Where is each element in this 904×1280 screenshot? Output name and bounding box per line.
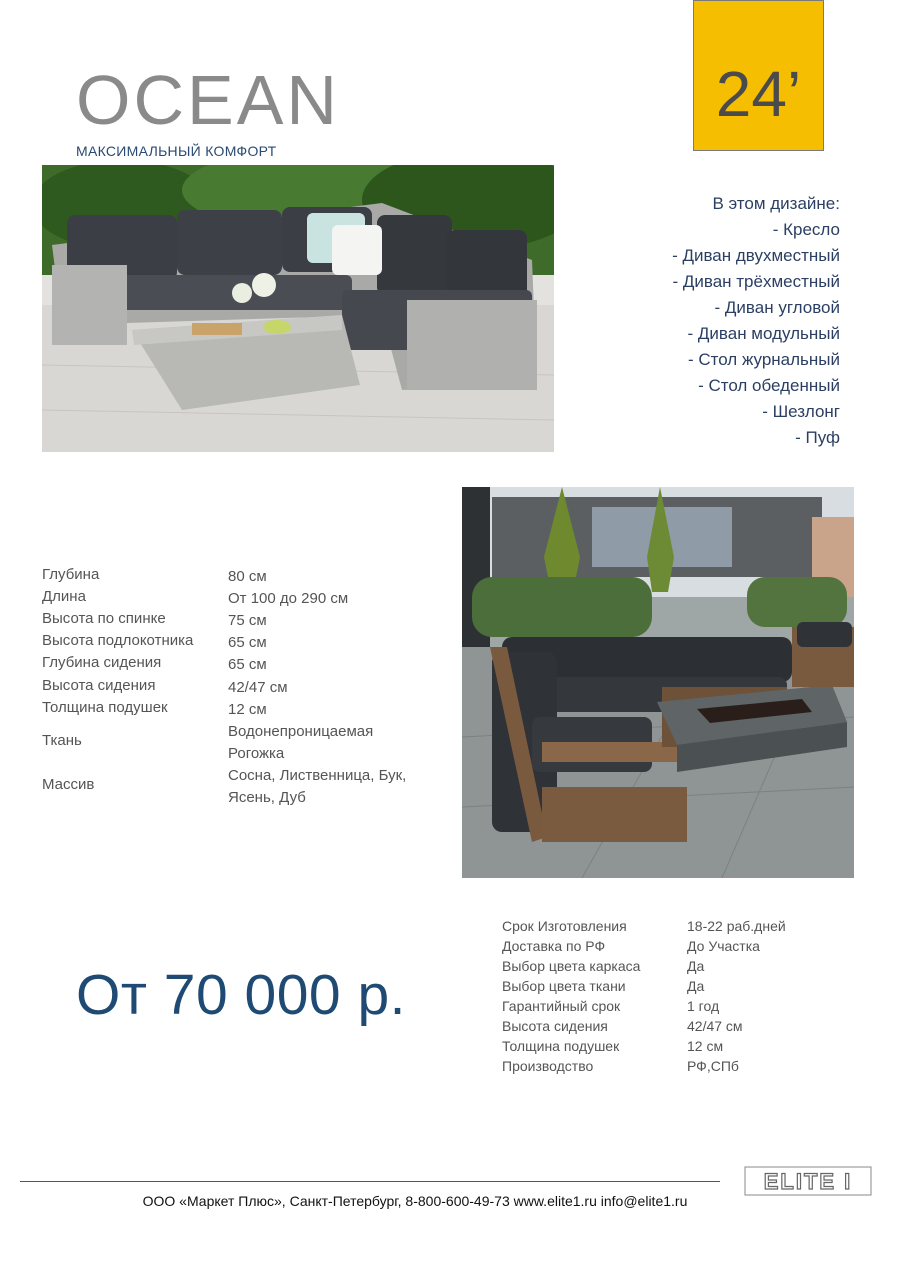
terms-label: Выбор цвета ткани bbox=[502, 978, 626, 994]
design-list-item: - Диван трёхместный bbox=[672, 272, 840, 291]
design-list-item: - Стол журнальный bbox=[687, 350, 840, 369]
design-list-item: - Диван модульный bbox=[687, 324, 840, 343]
footer-divider bbox=[20, 1181, 720, 1182]
design-list-item: - Кресло bbox=[772, 220, 840, 239]
design-list-item: - Диван двухместный bbox=[672, 246, 840, 265]
footer-contacts: ООО «Маркет Плюс», Санкт-Петербург, 8-800-600-49-73 www.elite1.ru info@elite1.ru bbox=[142, 1193, 688, 1209]
design-list bbox=[672, 191, 840, 451]
terms-value: До Участка bbox=[687, 938, 760, 954]
spec-value: 80 см bbox=[228, 568, 267, 585]
design-list-item: - Пуф bbox=[795, 428, 840, 447]
spec-value: Водонепроницаемая Рогожка bbox=[228, 723, 374, 762]
terms-value: 1 год bbox=[687, 998, 720, 1014]
design-list-item: - Диван угловой bbox=[714, 298, 840, 317]
terms-value: РФ,СПб bbox=[687, 1058, 739, 1074]
product-subtitle: МАКСИМАЛЬНЫЙ КОМФОРТ bbox=[76, 143, 277, 159]
terms-value: 12 см bbox=[687, 1038, 724, 1054]
terms-value: 42/47 см bbox=[687, 1018, 743, 1034]
elite-logo-graphic bbox=[744, 1164, 872, 1198]
spec-value: 42/47 см bbox=[228, 679, 288, 696]
product-title: OCEAN bbox=[76, 61, 340, 139]
product-photo-terrace bbox=[462, 487, 854, 878]
product-photo-main bbox=[42, 165, 554, 452]
spec-value: 65 см bbox=[228, 656, 267, 673]
spec-label: Массив bbox=[42, 776, 95, 793]
spec-label: Толщина подушек bbox=[42, 699, 168, 716]
design-list-item: - Стол обеденный bbox=[698, 376, 840, 395]
spec-value: 65 см bbox=[228, 634, 267, 651]
terms-label: Выбор цвета каркаса bbox=[502, 958, 641, 974]
spec-label: Ткань bbox=[42, 732, 82, 749]
spec-label: Глубина сидения bbox=[42, 654, 162, 671]
terms-label: Производство bbox=[502, 1058, 594, 1074]
terms-value: 18-22 раб.дней bbox=[687, 918, 786, 934]
spec-label: Высота подлокотника bbox=[42, 632, 194, 649]
price: От 70 000 р. bbox=[76, 963, 406, 1027]
design-list-heading: В этом дизайне: bbox=[712, 194, 840, 213]
spec-value: 75 см bbox=[228, 612, 267, 629]
spec-value: Сосна, Лиственница, Бук, Ясень, Дуб bbox=[228, 767, 407, 806]
year-badge-text: 24’ bbox=[715, 58, 802, 130]
spec-value: 12 см bbox=[228, 701, 267, 718]
terms-label: Срок Изготовления bbox=[502, 918, 627, 934]
spec-label: Глубина bbox=[42, 566, 100, 583]
sofa-illustration-terrace bbox=[462, 487, 854, 878]
terms-label: Толщина подушек bbox=[502, 1038, 620, 1054]
spec-label: Высота сидения bbox=[42, 677, 156, 694]
terms-value: Да bbox=[687, 978, 705, 994]
elite-logo bbox=[744, 1164, 872, 1198]
terms-label: Высота сидения bbox=[502, 1018, 608, 1034]
spec-label: Длина bbox=[42, 588, 86, 605]
spec-value: От 100 до 290 см bbox=[228, 590, 349, 607]
sofa-illustration-light bbox=[42, 165, 554, 452]
design-list-item: - Шезлонг bbox=[762, 402, 840, 421]
terms-value: Да bbox=[687, 958, 705, 974]
year-badge bbox=[693, 0, 824, 151]
svg-text:ELITE I: ELITE I bbox=[763, 1169, 853, 1194]
terms-label: Гарантийный срок bbox=[502, 998, 621, 1014]
terms-label: Доставка по РФ bbox=[502, 938, 606, 954]
spec-label: Высота по спинке bbox=[42, 610, 166, 627]
